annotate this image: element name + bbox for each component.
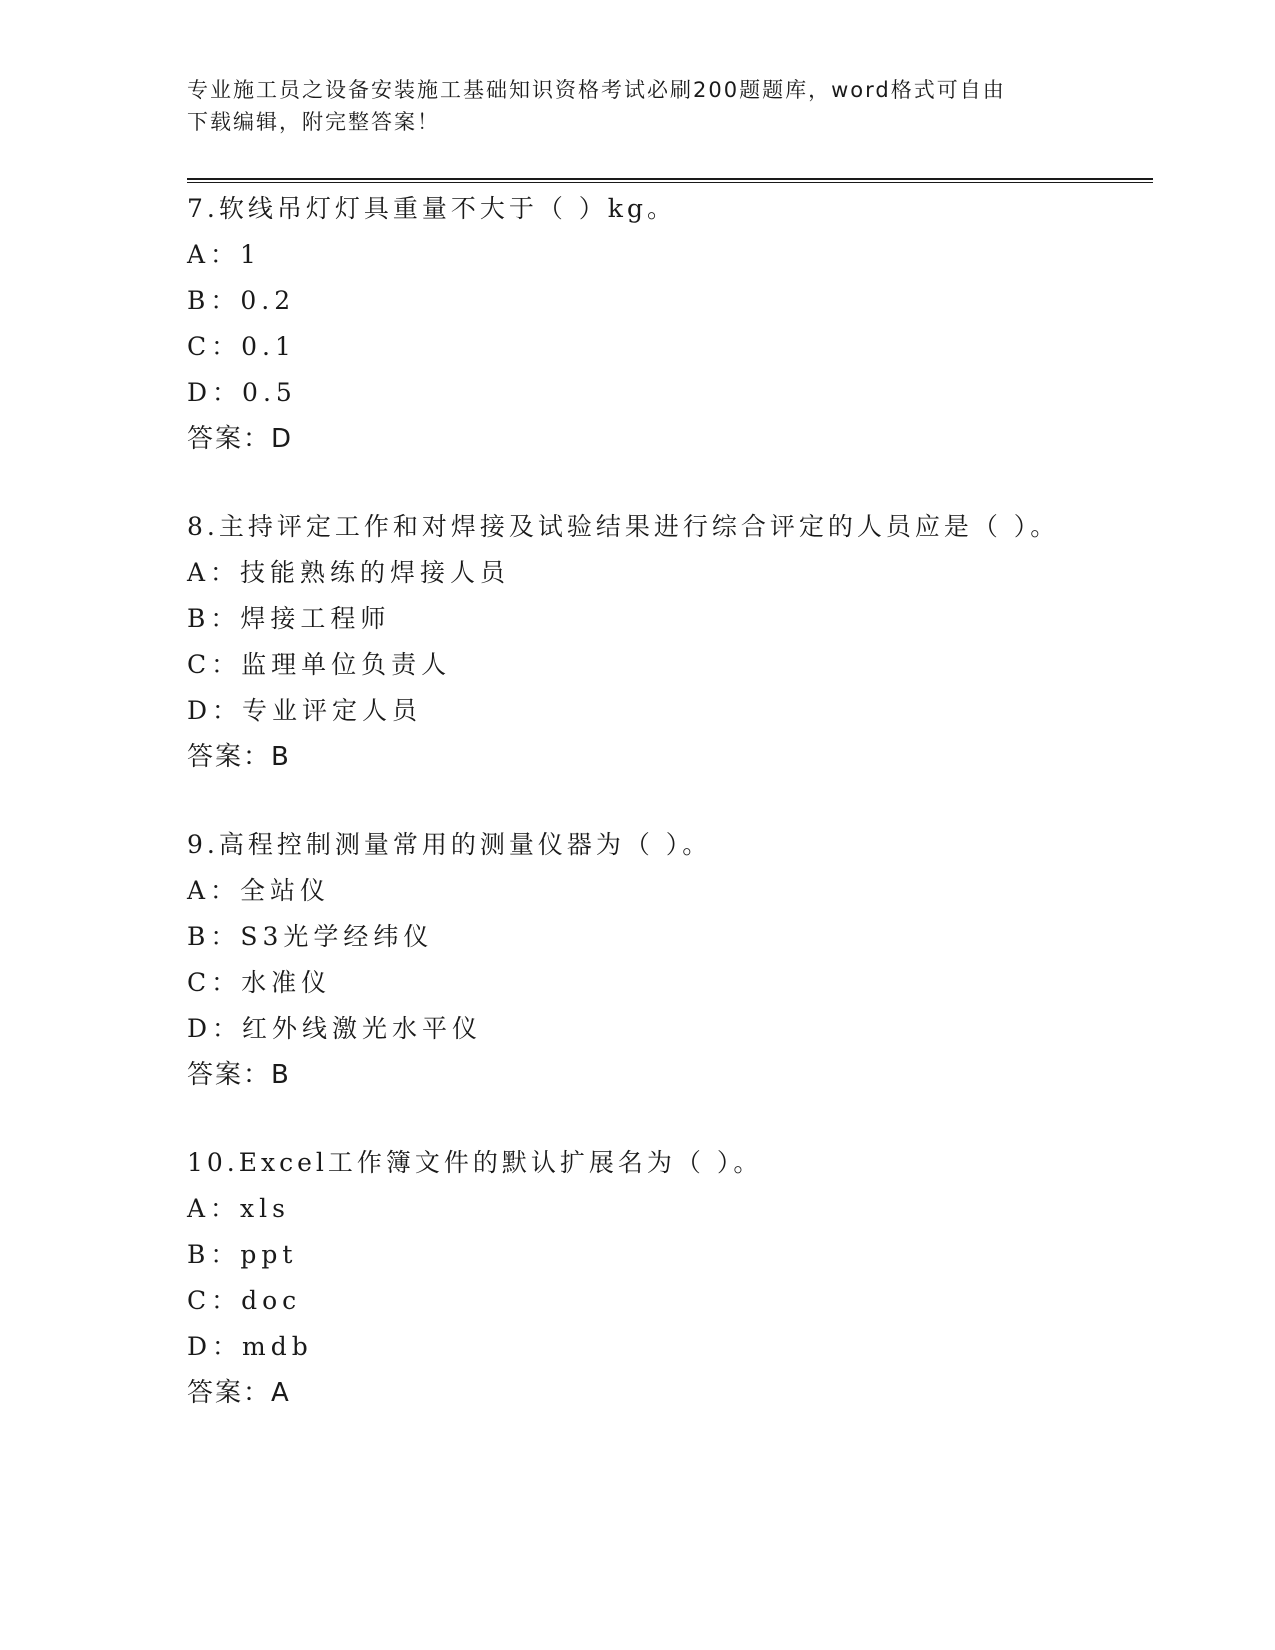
- option-d: D：mdb: [187, 1332, 313, 1361]
- question-title: 10.Excel工作簿文件的默认扩展名为（ ）。: [187, 1148, 763, 1177]
- option-a: A：xls: [187, 1194, 290, 1223]
- option-d: D：专业评定人员: [187, 696, 423, 725]
- option-c: C：水准仪: [187, 968, 332, 997]
- option-c: C：监理单位负责人: [187, 650, 452, 679]
- answer-line: 答案：A: [187, 1378, 291, 1408]
- question-title: 8.主持评定工作和对焊接及试验结果进行综合评定的人员应是（ ）。: [187, 512, 1060, 541]
- document-header: [187, 74, 1067, 138]
- answer-line: 答案：B: [187, 742, 291, 772]
- question-10: [187, 1140, 1153, 1416]
- option-b: B：焊接工程师: [187, 604, 391, 633]
- question-list: [187, 186, 1153, 1458]
- option-a: A：技能熟练的焊接人员: [187, 558, 511, 587]
- option-c: C：0.1: [187, 332, 296, 361]
- option-d: D：红外线激光水平仪: [187, 1014, 483, 1043]
- question-title: 7.软线吊灯灯具重量不大于（ ）kg。: [187, 194, 676, 223]
- question-7: [187, 186, 1153, 462]
- option-b: B：0.2: [187, 286, 296, 315]
- option-a: A：1: [187, 240, 261, 269]
- option-c: C：doc: [187, 1286, 302, 1315]
- question-title: 9.高程控制测量常用的测量仪器为（ ）。: [187, 830, 712, 859]
- header-line-2: 下载编辑，附完整答案！: [187, 110, 440, 134]
- header-line-1: 专业施工员之设备安装施工基础知识资格考试必刷200题题库，word格式可自由: [187, 78, 1006, 102]
- option-b: B：S3光学经纬仪: [187, 922, 434, 951]
- answer-line: 答案：B: [187, 1060, 291, 1090]
- option-b: B：ppt: [187, 1240, 298, 1269]
- question-8: [187, 504, 1153, 780]
- answer-line: 答案：D: [187, 424, 294, 454]
- question-9: [187, 822, 1153, 1098]
- option-a: A：全站仪: [187, 876, 331, 905]
- header-divider: [187, 178, 1153, 183]
- option-d: D：0.5: [187, 378, 297, 407]
